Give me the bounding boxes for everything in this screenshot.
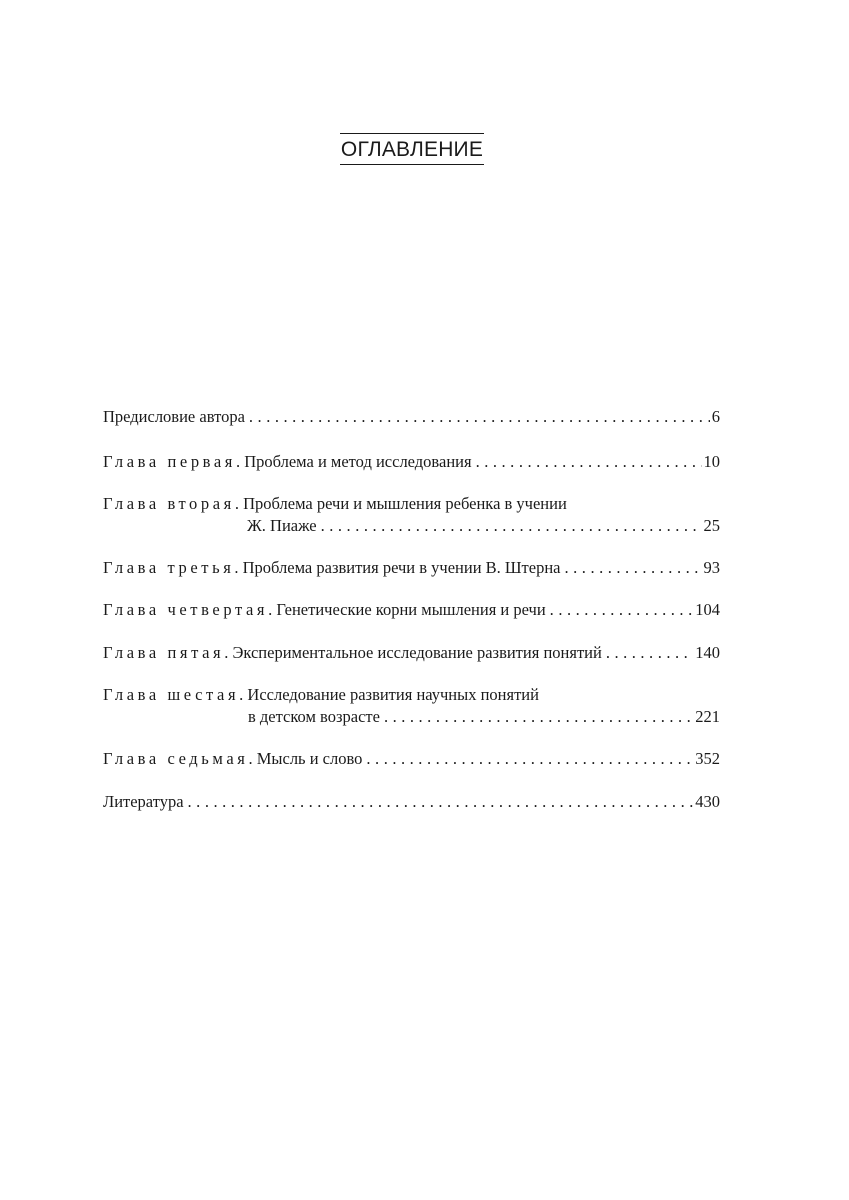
toc-entry-chapter-6-cont[interactable]: [248, 706, 720, 728]
toc-chapter-title: Экспериментальное исследование развития понятий: [232, 643, 602, 662]
dot-leader: [321, 515, 702, 537]
toc-chapter-title-continued: в детском возрасте: [248, 707, 380, 726]
toc-entry-preface[interactable]: [103, 406, 720, 428]
dot-leader: [249, 406, 710, 428]
toc-entry-chapter-1[interactable]: Глава первая . Проблема и метод исследования . . . 10: [103, 451, 720, 473]
dot-leader: [366, 748, 693, 770]
toc-chapter-number: Глава вторая: [103, 494, 235, 513]
dot-leader: [384, 706, 693, 728]
toc-chapter-title-continued: Ж. Пиаже: [247, 516, 317, 535]
page-title: ОГЛАВЛЕНИЕ: [340, 133, 484, 165]
toc-page-number: 140: [695, 643, 720, 662]
toc-page-number: 6: [711, 407, 720, 426]
toc-page-number: 104: [695, 600, 720, 619]
toc-chapter-title: Проблема развития речи в учении В. Штерна: [242, 558, 561, 577]
toc-chapter-number: Глава седьмая: [103, 749, 249, 768]
toc-entry-chapter-7[interactable]: Глава седьмая . Мысль и слово . . . 352: [103, 748, 720, 770]
toc-page-number: 430: [695, 792, 720, 811]
toc-chapter-number: Глава шестая: [103, 685, 240, 704]
toc-entry-chapter-3[interactable]: Глава третья . Проблема развития речи в учении В. Штерна . . . 93: [103, 557, 720, 579]
toc-chapter-title: Исследование развития научных понятий: [247, 685, 539, 704]
dot-leader: [606, 642, 693, 664]
toc-entry-chapter-6[interactable]: Глава шестая . Исследование развития научных понятий: [103, 685, 539, 704]
toc-chapter-number: Глава четвертая: [103, 600, 269, 619]
dot-leader: [565, 557, 702, 579]
toc-entry-chapter-2-cont[interactable]: [247, 515, 720, 537]
toc-entry-chapter-5[interactable]: Глава пятая . Экспериментальное исследование развития понятий . . . 140: [103, 642, 720, 664]
toc-page-number: 25: [703, 516, 720, 535]
toc-page-number: 352: [695, 749, 720, 768]
toc-chapter-title: Генетические корни мышления и речи: [276, 600, 546, 619]
dot-leader: [550, 599, 694, 621]
toc-entry-bibliography[interactable]: [103, 791, 720, 813]
toc-page-number: 221: [695, 707, 720, 726]
toc-entry-chapter-2[interactable]: Глава вторая . Проблема речи и мышления ребенка в учении: [103, 494, 567, 513]
toc-entry-chapter-4[interactable]: Глава четвертая . Генетические корни мышления и речи . . . 104: [103, 599, 720, 621]
toc-chapter-number: Глава первая: [103, 452, 236, 471]
toc-chapter-title: Проблема и метод исследования: [244, 452, 472, 471]
toc-chapter-title: Мысль и слово: [256, 749, 363, 768]
toc-entry-label: Предисловие автора: [103, 407, 245, 426]
toc-chapter-title: Проблема речи и мышления ребенка в учении: [243, 494, 567, 513]
dot-leader: [188, 791, 694, 813]
toc-page-number: 10: [703, 452, 720, 471]
dot-leader: [476, 451, 702, 473]
toc-page-number: 93: [703, 558, 720, 577]
toc-chapter-number: Глава пятая: [103, 643, 225, 662]
toc-chapter-number: Глава третья: [103, 558, 235, 577]
toc-entry-label: Литература: [103, 792, 184, 811]
